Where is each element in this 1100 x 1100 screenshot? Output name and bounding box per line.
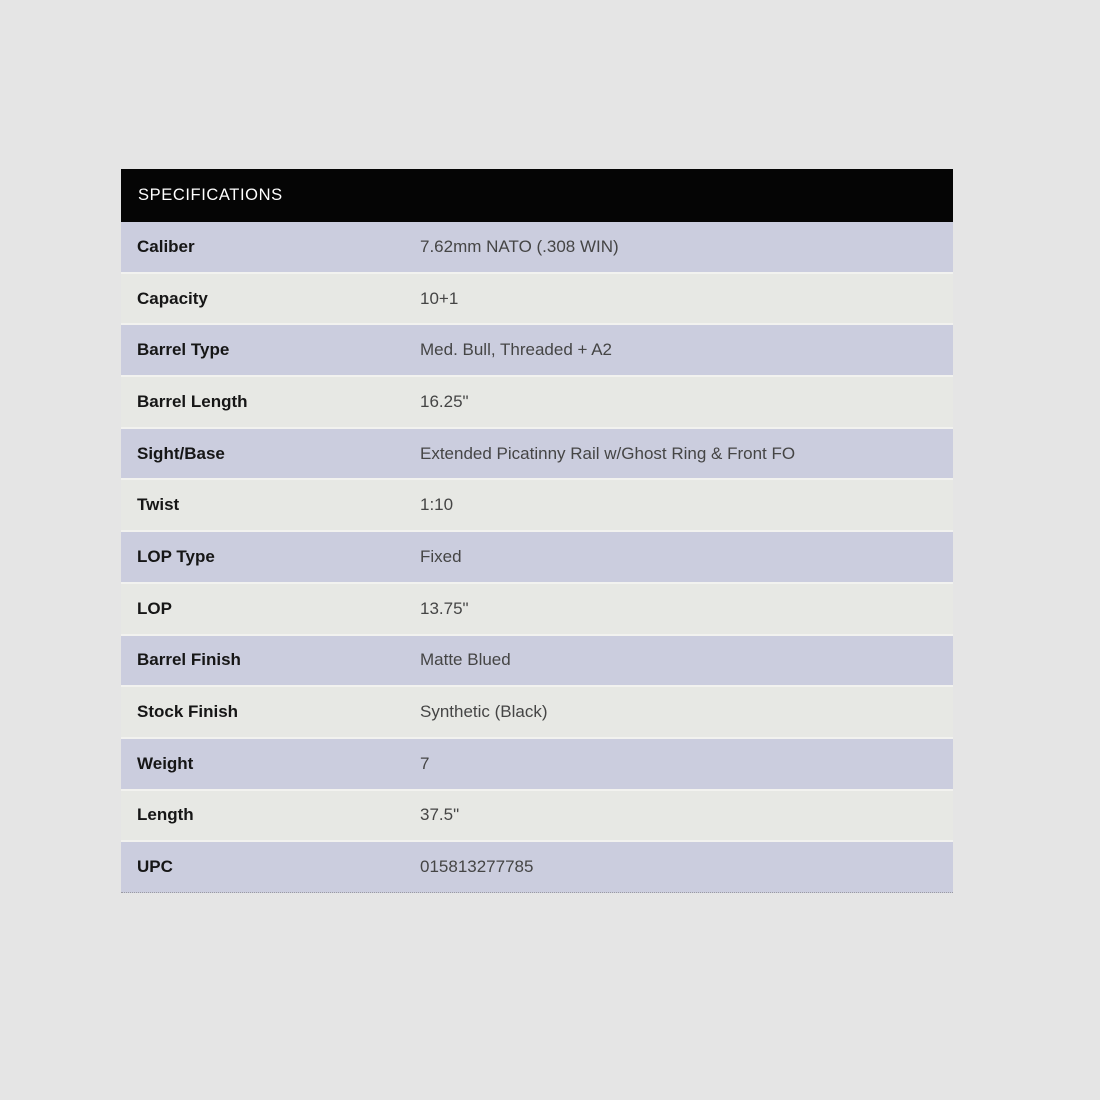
spec-row: [121, 480, 953, 532]
spec-value: 37.5": [420, 805, 460, 825]
spec-row: [121, 584, 953, 636]
spec-label: Sight/Base: [137, 443, 225, 463]
specifications-table: [121, 169, 953, 893]
spec-value: 16.25": [420, 391, 469, 411]
spec-row: [121, 636, 953, 688]
spec-row: [121, 274, 953, 326]
spec-label: LOP Type: [137, 546, 215, 566]
spec-value: 13.75": [420, 598, 469, 618]
spec-value: Extended Picatinny Rail w/Ghost Ring & Front FO: [420, 443, 796, 463]
spec-label: Twist: [137, 495, 180, 515]
specifications-header-bar: [121, 169, 953, 222]
spec-label: Barrel Type: [137, 340, 230, 360]
spec-value: Synthetic (Black): [420, 702, 548, 722]
spec-row: [121, 739, 953, 791]
spec-row: [121, 687, 953, 739]
spec-row: [121, 377, 953, 429]
spec-value: 7: [420, 753, 430, 773]
spec-label: LOP: [137, 598, 172, 618]
spec-label: Weight: [137, 753, 194, 773]
spec-row: [121, 532, 953, 584]
specifications-rows: [121, 222, 953, 893]
spec-label: Stock Finish: [137, 702, 239, 722]
spec-label: Capacity: [137, 288, 208, 308]
specifications-title: SPECIFICATIONS: [138, 186, 283, 204]
spec-row: [121, 325, 953, 377]
spec-label: UPC: [137, 857, 173, 877]
spec-label: Caliber: [137, 236, 195, 256]
spec-value: 015813277785: [420, 857, 534, 877]
spec-value: 1:10: [420, 495, 454, 515]
spec-row: [121, 842, 953, 893]
spec-row: [121, 222, 953, 274]
spec-value: Med. Bull, Threaded + A2: [420, 340, 613, 360]
spec-row: [121, 429, 953, 481]
spec-label: Length: [137, 805, 194, 825]
spec-row: [121, 791, 953, 843]
spec-label: Barrel Length: [137, 391, 248, 411]
spec-value: Fixed: [420, 546, 462, 566]
spec-value: 10+1: [420, 288, 459, 308]
spec-value: 7.62mm NATO (.308 WIN): [420, 236, 619, 256]
spec-value: Matte Blued: [420, 650, 511, 670]
spec-label: Barrel Finish: [137, 650, 241, 670]
